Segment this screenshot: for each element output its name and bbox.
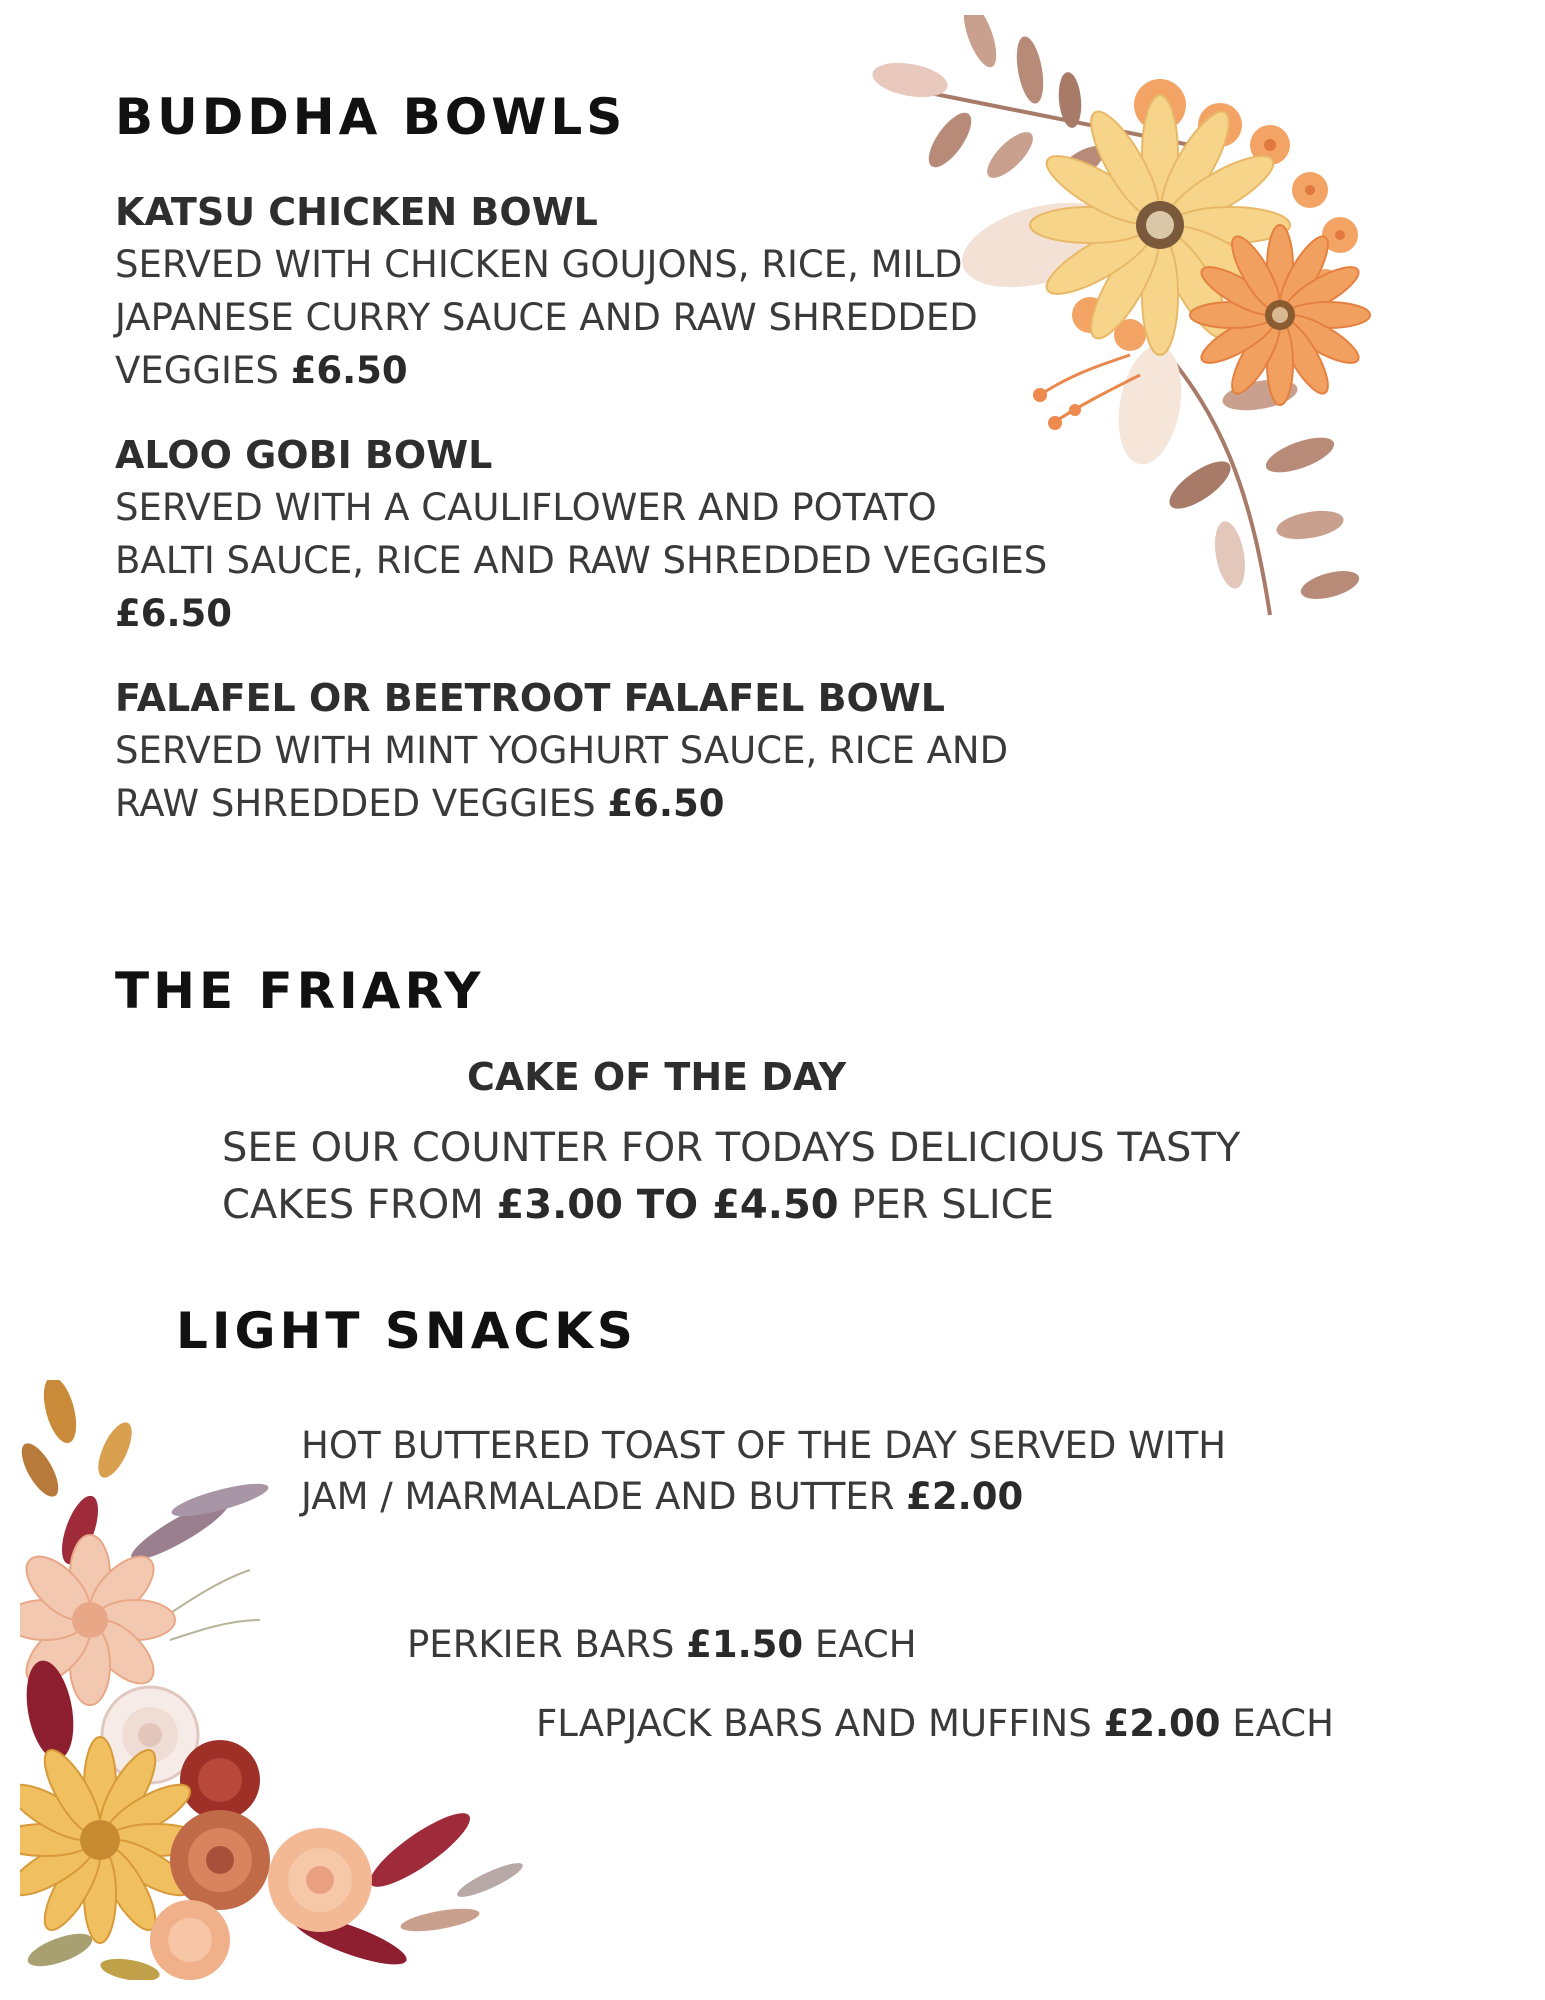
item-description: SERVED WITH CHICKEN GOUJONS, RICE, MILD JAPANESE CURRY SAUCE AND RAW SHREDDED VEGGIES £6.50 — [115, 243, 978, 392]
perkier-price: £1.50 — [686, 1623, 804, 1666]
item-price: £6.50 — [115, 592, 233, 635]
item-price: £6.50 — [607, 782, 725, 825]
item-description: SERVED WITH MINT YOGHURT SAUCE, RICE AND RAW SHREDDED VEGGIES £6.50 — [115, 729, 1009, 825]
menu-item-katsu — [115, 186, 978, 397]
item-title: FALAFEL OR BEETROOT FALAFEL BOWL — [115, 676, 945, 720]
item-title: ALOO GOBI BOWL — [115, 433, 493, 477]
item-price: £6.50 — [290, 349, 408, 392]
toast-item: HOT BUTTERED TOAST OF THE DAY SERVED WITH JAM / MARMALADE AND BUTTER £2.00 — [301, 1424, 1227, 1518]
flapjack-price: £2.00 — [1103, 1702, 1221, 1745]
light-snacks-heading: LIGHT SNACKS — [176, 1302, 637, 1360]
cake-of-the-day-title: CAKE OF THE DAY — [467, 1055, 847, 1099]
the-friary-heading: THE FRIARY — [115, 962, 485, 1020]
cake-price-range: £3.00 TO £4.50 — [496, 1182, 839, 1228]
flapjack-item: FLAPJACK BARS AND MUFFINS £2.00 EACH — [536, 1702, 1334, 1745]
buddha-bowls-heading: BUDDHA BOWLS — [115, 88, 627, 146]
menu-item-falafel — [115, 672, 1008, 830]
item-title: KATSU CHICKEN BOWL — [115, 190, 598, 234]
toast-price: £2.00 — [906, 1475, 1024, 1518]
menu-item-aloo-gobi — [115, 429, 1047, 640]
item-description: SERVED WITH A CAULIFLOWER AND POTATO BALTI SAUCE, RICE AND RAW SHREDDED VEGGIES £6.50 — [115, 481, 1047, 640]
perkier-bars-item: PERKIER BARS £1.50 EACH — [407, 1623, 917, 1666]
cake-description: SEE OUR COUNTER FOR TODAYS DELICIOUS TASTY CAKES FROM £3.00 TO £4.50 PER SLICE — [222, 1125, 1241, 1228]
